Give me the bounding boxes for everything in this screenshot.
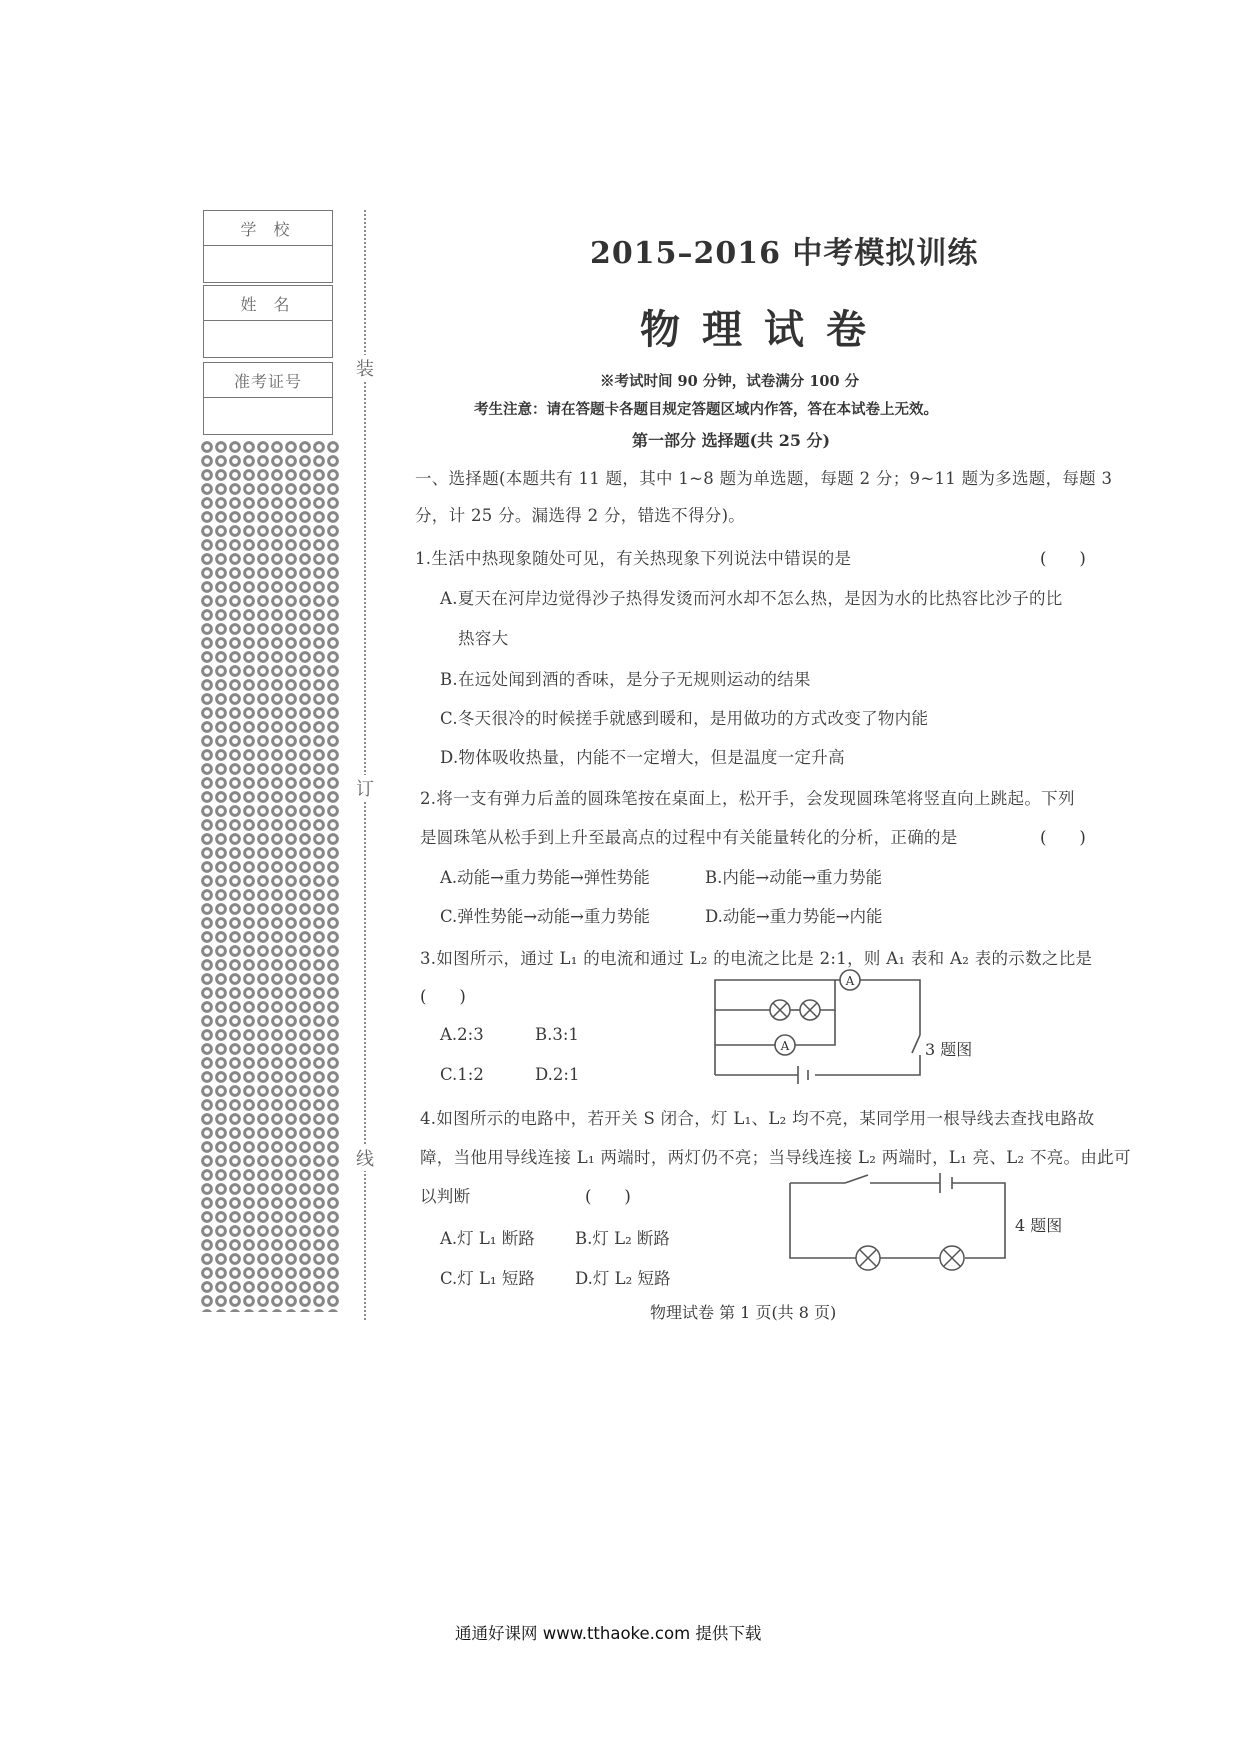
- q1-option-a: A.夏天在河岸边觉得沙子热得发烫而河水却不怎么热，是因为水的比热容比沙子的比: [440, 589, 1063, 608]
- page-number: 物理试卷 第 1 页(共 8 页): [650, 1303, 837, 1322]
- q2-option-c: C.弹性势能→动能→重力势能: [440, 907, 650, 926]
- q4-option-b: B.灯 L₂ 断路: [575, 1229, 670, 1248]
- exam-id-field: [203, 362, 333, 435]
- name-blank: [204, 321, 332, 357]
- exam-title: 2015–2016 中考模拟训练: [590, 236, 979, 271]
- exam-info: ※考试时间 90 分钟，试卷满分 100 分: [600, 373, 860, 390]
- exam-id-blank: [204, 398, 332, 434]
- name-field: [203, 285, 333, 358]
- ammeter-a1-symbol: A: [845, 974, 855, 988]
- q2-answer-paren: ( ): [1040, 828, 1086, 847]
- download-credit: 通通好课网 www.tthaoke.com 提供下载: [455, 1624, 762, 1643]
- q1-stem: 1.生活中热现象随处可见，有关热现象下列说法中错误的是: [415, 549, 852, 568]
- section-intro-line1: 一、选择题(本题共有 11 题，其中 1~8 题为单选题，每题 2 分；9~11 题为多选题，每题 3: [415, 469, 1113, 488]
- q3-circuit-diagram: [700, 960, 980, 1090]
- q3-option-d: D.2:1: [535, 1065, 580, 1084]
- q2-option-d: D.动能→重力势能→内能: [705, 907, 883, 926]
- ammeter-a2-symbol: A: [780, 1039, 790, 1053]
- q2-option-b: B.内能→动能→重力势能: [705, 868, 883, 887]
- q3-figure-label: 3 题图: [925, 1040, 973, 1059]
- q3-option-a: A.2:3: [440, 1025, 484, 1044]
- q4-line1: 4.如图所示的电路中，若开关 S 闭合，灯 L₁、L₂ 均不亮，某同学用一根导线去查找电路故: [420, 1109, 1095, 1128]
- name-label: 姓 名: [204, 286, 332, 321]
- q3-line1: 3.如图所示，通过 L₁ 的电流和通过 L₂ 的电流之比是 2:1，则 A₁ 表和 A₂ 表的示数之比是: [420, 949, 1093, 968]
- q1-option-a-cont: 热容大: [458, 629, 509, 648]
- q4-option-d: D.灯 L₂ 短路: [575, 1269, 671, 1288]
- q4-option-c: C.灯 L₁ 短路: [440, 1269, 535, 1288]
- decorative-border-pattern: [200, 440, 340, 1312]
- school-label: 学 校: [204, 211, 332, 246]
- school-field: [203, 210, 333, 283]
- binding-mark-xian: 线: [352, 1145, 378, 1171]
- q4-answer-paren: ( ): [585, 1187, 631, 1206]
- q1-answer-paren: ( ): [1040, 549, 1086, 568]
- q4-figure-label: 4 题图: [1015, 1216, 1063, 1235]
- exam-notice: 考生注意：请在答题卡各题目规定答题区域内作答，答在本试卷上无效。: [474, 401, 938, 418]
- binding-mark-zhuang: 装: [352, 355, 378, 381]
- q3-option-c: C.1:2: [440, 1065, 484, 1084]
- q4-line3: 以判断: [420, 1187, 471, 1206]
- section-intro-line2: 分，计 25 分。漏选得 2 分，错选不得分)。: [415, 506, 746, 525]
- q2-option-a: A.动能→重力势能→弹性势能: [440, 868, 650, 887]
- exam-id-label: 准考证号: [204, 363, 332, 398]
- q1-option-b: B.在远处闻到酒的香味，是分子无规则运动的结果: [440, 670, 811, 689]
- q3-option-b: B.3:1: [535, 1025, 579, 1044]
- q4-circuit-diagram: [780, 1168, 1080, 1293]
- q2-line1: 2.将一支有弹力后盖的圆珠笔按在桌面上，松开手，会发现圆珠笔将竖直向上跳起。下列: [420, 789, 1075, 808]
- part-title: 第一部分 选择题(共 25 分): [632, 431, 831, 450]
- q4-option-a: A.灯 L₁ 断路: [440, 1229, 535, 1248]
- q1-option-d: D.物体吸收热量，内能不一定增大，但是温度一定升高: [440, 748, 845, 767]
- binding-mark-ding: 订: [352, 775, 378, 801]
- q4-line2: 障，当他用导线连接 L₁ 两端时，两灯仍不亮；当导线连接 L₂ 两端时，L₁ 亮、L₂ 不亮。由此可: [420, 1148, 1131, 1167]
- q2-line2: 是圆珠笔从松手到上升至最高点的过程中有关能量转化的分析，正确的是: [420, 828, 958, 847]
- school-blank: [204, 246, 332, 282]
- q3-answer-paren: ( ): [420, 987, 466, 1006]
- q1-option-c: C.冬天很冷的时候搓手就感到暖和，是用做功的方式改变了物内能: [440, 709, 929, 728]
- exam-subtitle: 物理试卷: [640, 306, 888, 353]
